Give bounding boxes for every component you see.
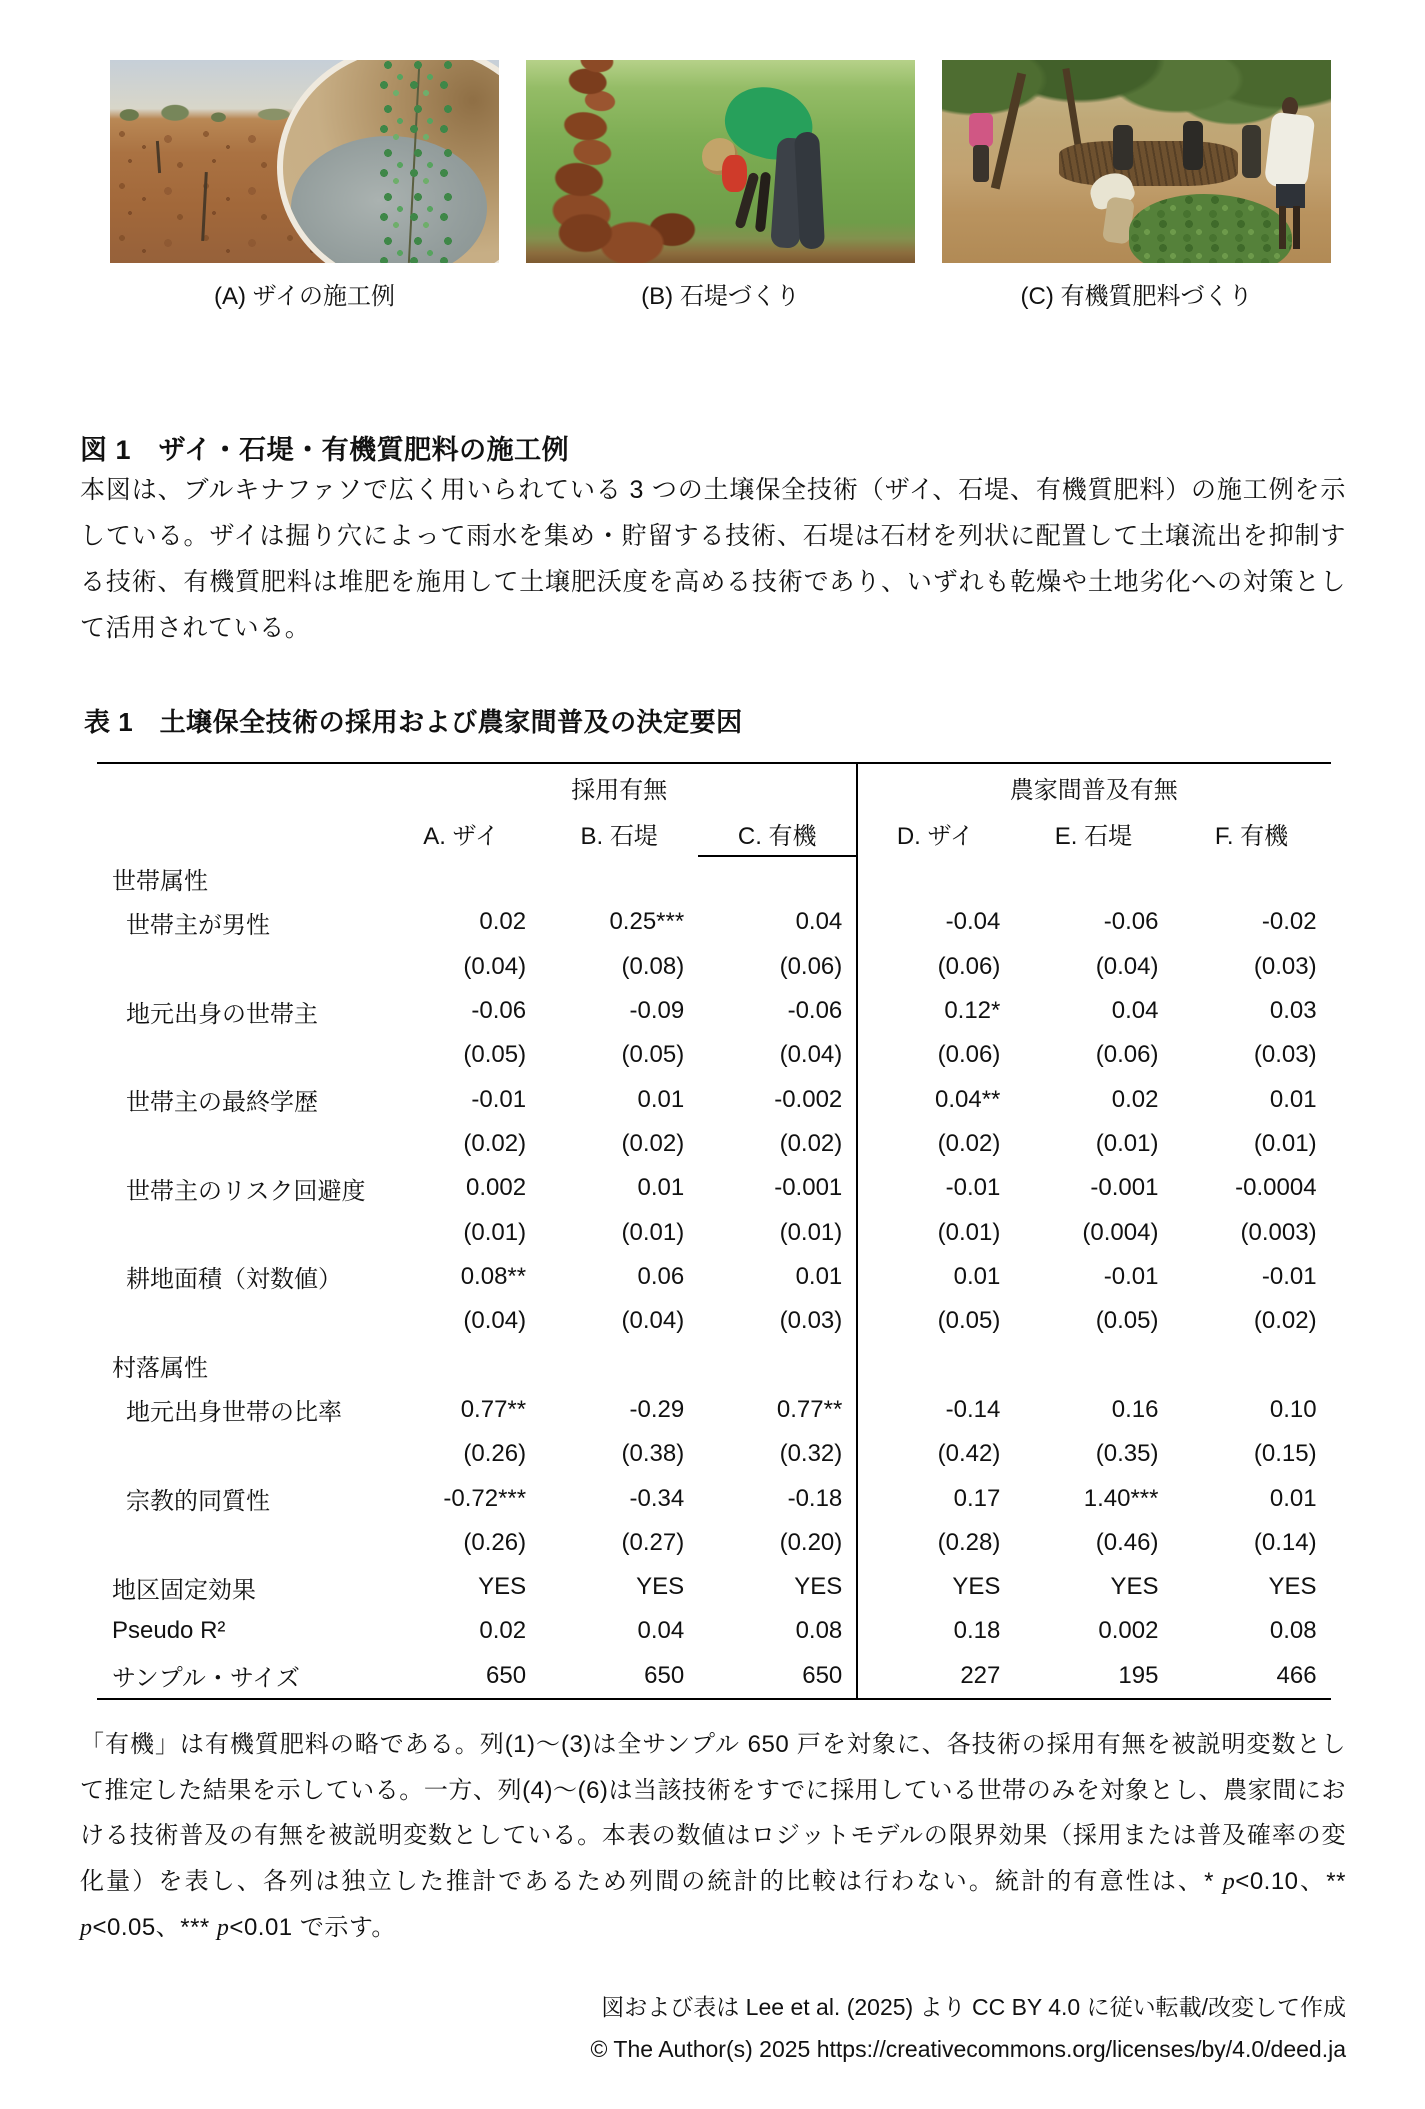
- attribution-footer: [80, 1986, 1346, 2070]
- table-cell: (0.26): [463, 1440, 527, 1468]
- col-header-f-organic: F. 有機: [1214, 822, 1289, 850]
- table-cell: 0.08**: [460, 1262, 527, 1290]
- table-cell: 227: [960, 1661, 1001, 1689]
- table-cell: (0.27): [621, 1528, 685, 1556]
- table-row: [97, 1432, 1331, 1476]
- worker-leg: [1279, 206, 1286, 249]
- table-row: [97, 1654, 1331, 1698]
- table-cell: 0.02: [479, 908, 527, 936]
- row-label: 村落属性: [112, 1355, 208, 1383]
- table-cell: YES: [952, 1573, 1001, 1601]
- table-cell: (0.01): [937, 1218, 1001, 1246]
- table-cell: (0.05): [937, 1307, 1001, 1335]
- table-cell: (0.06): [937, 952, 1001, 980]
- table-cell: 0.04: [637, 1617, 685, 1645]
- table-row: [97, 1299, 1331, 1343]
- table-row: [97, 1255, 1331, 1299]
- p-symbol: p: [1222, 1868, 1236, 1895]
- table-row: [97, 945, 1331, 989]
- table-row: [97, 1388, 1331, 1432]
- table-cell: YES: [794, 1573, 843, 1601]
- table-cell: 0.12*: [944, 997, 1001, 1025]
- table-cell: 1.40***: [1083, 1484, 1159, 1512]
- table-cell: 0.04: [795, 908, 843, 936]
- table-cell: 0.08: [795, 1617, 843, 1645]
- table-cell: (0.26): [463, 1528, 527, 1556]
- table-cell: -0.001: [1090, 1174, 1159, 1202]
- table-cell: (0.03): [779, 1307, 843, 1335]
- table-row: [97, 1521, 1331, 1565]
- table-cell: (0.04): [463, 952, 527, 980]
- table-cell: 0.17: [953, 1484, 1001, 1512]
- row-label: 宗教的同質性: [126, 1488, 270, 1516]
- table-cell: (0.35): [1095, 1440, 1159, 1468]
- table-row: [97, 1343, 1331, 1387]
- large-stones: [542, 202, 698, 263]
- table-cell: 195: [1118, 1661, 1159, 1689]
- col-header-e-stone: E. 石堤: [1054, 822, 1133, 850]
- zai-photo: [110, 60, 499, 263]
- farmer-figure: [689, 88, 852, 254]
- table-cell: 0.01: [795, 1262, 843, 1290]
- table-cell: 0.25***: [609, 908, 685, 936]
- table-cell: 0.10: [1269, 1395, 1317, 1423]
- table-cell: (0.03): [1253, 952, 1317, 980]
- row-label: 世帯主が男性: [126, 911, 270, 939]
- table-cell: 0.002: [1098, 1617, 1159, 1645]
- results-table: [97, 762, 1331, 1700]
- table-cell: (0.14): [1253, 1528, 1317, 1556]
- compost-photo: [942, 60, 1331, 263]
- table-cell: -0.04: [945, 908, 1001, 936]
- row-label: 世帯主のリスク回避度: [126, 1177, 366, 1205]
- table-cell: (0.46): [1095, 1528, 1159, 1556]
- group-header-diffusion: 農家間普及有無: [1009, 776, 1178, 804]
- table-cell: 0.16: [1111, 1395, 1159, 1423]
- col-header-d-zai: D. ザイ: [896, 822, 974, 850]
- row-label: Pseudo R²: [112, 1617, 226, 1645]
- table-cell: (0.05): [621, 1041, 685, 1069]
- table-cell: (0.01): [621, 1218, 685, 1246]
- table-cell: 0.01: [953, 1262, 1001, 1290]
- table-cell: -0.29: [629, 1395, 685, 1423]
- table-cell: (0.04): [621, 1307, 685, 1335]
- table-cell: -0.01: [1261, 1262, 1317, 1290]
- table-cell: (0.06): [937, 1041, 1001, 1069]
- table-cell: -0.002: [774, 1085, 843, 1113]
- notes-text: <0.05、***: [92, 1914, 217, 1941]
- row-label: 耕地面積（対数値）: [126, 1266, 342, 1294]
- notes-text: <0.01 で示す。: [229, 1914, 396, 1941]
- table-cell: 650: [644, 1661, 685, 1689]
- table-cell: -0.14: [945, 1395, 1001, 1423]
- table-cell: 0.08: [1269, 1617, 1317, 1645]
- table-cell: 0.02: [479, 1617, 527, 1645]
- table-cell: 0.18: [953, 1617, 1001, 1645]
- table-cell: (0.02): [1253, 1307, 1317, 1335]
- col-header-a-zai: A. ザイ: [423, 822, 499, 850]
- photo-caption-a: (A) ザイの施工例: [214, 283, 395, 310]
- notes-text: 「有機」は有機質肥料の略である。列(1)～(3)は全サンプル 650 戸を対象に、各技術の採用有無を被説明変数として推定した結果を示している。一方、列(4)～(6)は当該技術をすでに採用している世帯のみを対象とし、農家間における技術普及の有無を被説明変数としている。本表の数値はロジットモデルの限界効果（採用または普及確率の変化量）を表し、各列は独立した推計であるため列間の統計的比較は行わない。統計的有意性は、*: [80, 1731, 1346, 1895]
- table-cell: 0.02: [1111, 1085, 1159, 1113]
- worker-shorts: [1276, 184, 1305, 207]
- table-cell: (0.32): [779, 1440, 843, 1468]
- worker-figure: [1242, 125, 1261, 178]
- table-cell: 0.06: [637, 1262, 685, 1290]
- table-cell: (0.05): [463, 1041, 527, 1069]
- table-notes: [80, 1722, 1346, 1952]
- figure-description: 本図は、ブルキナファソで広く用いられている 3 つの土壌保全技術（ザイ、石堤、有機質肥料）の施工例を示している。ザイは掘り穴によって雨水を集め・貯留する技術、石堤は石材を列状に配置して土壌流出を抑制する技術、有機質肥料は堆肥を施用して土壌肥沃度を高める技術であり、いずれも乾燥や土地劣化への対策として活用されている。: [80, 476, 1346, 642]
- zai-pit-inset: [277, 60, 499, 263]
- table-cell: 0.002: [466, 1174, 527, 1202]
- table-cell: 0.77**: [776, 1395, 843, 1423]
- table-row: [97, 1609, 1331, 1653]
- table-cell: 0.04**: [934, 1085, 1001, 1113]
- table-cell: -0.09: [629, 997, 685, 1025]
- twig-pile: [1059, 141, 1238, 186]
- table-cell: (0.20): [779, 1528, 843, 1556]
- table-cell: (0.05): [1095, 1307, 1159, 1335]
- table-group-header-row: [97, 764, 1331, 810]
- table-cell: -0.01: [471, 1085, 527, 1113]
- table-cell: -0.06: [1103, 908, 1159, 936]
- worker-white-shirt: [1264, 111, 1316, 190]
- table-cell: 0.01: [1269, 1085, 1317, 1113]
- row-label: 地元出身世帯の比率: [126, 1399, 342, 1427]
- table-cell: 0.77**: [460, 1395, 527, 1423]
- table-cell: (0.01): [463, 1218, 527, 1246]
- table-cell: (0.04): [463, 1307, 527, 1335]
- table-cell: (0.04): [779, 1041, 843, 1069]
- worker-figure: [1113, 125, 1132, 170]
- table-row: [97, 1476, 1331, 1520]
- table-cell: -0.18: [787, 1484, 843, 1512]
- table-row: [97, 989, 1331, 1033]
- table-cell: 0.03: [1269, 997, 1317, 1025]
- table-cell: 0.01: [1269, 1484, 1317, 1512]
- license-line: © The Author(s) 2025 https://creativecommons.org/licenses/by/4.0/deed.ja: [590, 2036, 1346, 2062]
- table-cell: (0.02): [621, 1130, 685, 1158]
- table-cell: (0.06): [1095, 1041, 1159, 1069]
- table-cell: -0.06: [471, 997, 527, 1025]
- photo-caption-b: (B) 石堤づくり: [641, 283, 800, 310]
- table-cell: 0.01: [637, 1174, 685, 1202]
- notes-text: <0.10、**: [1235, 1867, 1346, 1895]
- row-label: 世帯主の最終学歴: [126, 1089, 318, 1117]
- row-label: 地区固定効果: [112, 1576, 256, 1604]
- group-header-adoption: 採用有無: [571, 776, 668, 804]
- table-cell: -0.02: [1261, 908, 1317, 936]
- table-row: [97, 1565, 1331, 1609]
- table-cell: (0.28): [937, 1528, 1001, 1556]
- attribution-line: 図および表は Lee et al. (2025) より CC BY 4.0 に従い転載/改変して作成: [601, 1994, 1346, 2020]
- worker-figure-white: [1265, 97, 1316, 251]
- figure-title: 図 1 ザイ・石堤・有機質肥料の施工例: [80, 435, 570, 465]
- table-row: [97, 1211, 1331, 1255]
- table-row: [97, 856, 1331, 900]
- table-cell: (0.38): [621, 1440, 685, 1468]
- worker-leg: [1293, 206, 1300, 249]
- table-cell: YES: [1110, 1573, 1159, 1601]
- table-cell: 0.01: [637, 1085, 685, 1113]
- table-cell: 650: [802, 1661, 843, 1689]
- row-label: 世帯属性: [112, 867, 208, 895]
- table-cell: -0.0004: [1235, 1174, 1317, 1202]
- table-row: [97, 1033, 1331, 1077]
- table-cell: -0.34: [629, 1484, 685, 1512]
- table-cell: (0.08): [621, 952, 685, 980]
- table-cell: YES: [1268, 1573, 1317, 1601]
- table-column-header-row: [97, 810, 1331, 856]
- table-cell: (0.04): [1095, 952, 1159, 980]
- table-cell: -0.72***: [443, 1484, 527, 1512]
- worker-figure: [1183, 121, 1202, 170]
- table-cell: (0.003): [1240, 1218, 1317, 1246]
- p-symbol: p: [216, 1915, 230, 1941]
- table-cell: (0.02): [463, 1130, 527, 1158]
- table-title: 表 1 土壌保全技術の採用および農家間普及の決定要因: [84, 707, 743, 737]
- table-cell: (0.02): [779, 1130, 843, 1158]
- sapling-leaves: [378, 60, 452, 263]
- table-cell: (0.01): [1253, 1130, 1317, 1158]
- table-cell: (0.02): [937, 1130, 1001, 1158]
- p-symbol: p: [80, 1915, 93, 1941]
- table-cell: (0.004): [1082, 1218, 1159, 1246]
- table-cell: (0.01): [1095, 1130, 1159, 1158]
- row-label: サンプル・サイズ: [112, 1665, 300, 1693]
- table-cell: 650: [486, 1661, 527, 1689]
- farmer-leg: [794, 131, 825, 249]
- table-cell: (0.42): [937, 1440, 1001, 1468]
- col-header-b-stone: B. 石堤: [580, 822, 658, 850]
- table-body: [97, 856, 1331, 1698]
- table-cell: YES: [636, 1573, 685, 1601]
- table-row: [97, 900, 1331, 944]
- table-cell: 466: [1276, 1661, 1317, 1689]
- table-cell: (0.06): [779, 952, 843, 980]
- table-cell: -0.06: [787, 997, 843, 1025]
- photo-caption-c: (C) 有機質肥料づくり: [1020, 283, 1253, 310]
- table-cell: 0.04: [1111, 997, 1159, 1025]
- photo-captions: [110, 276, 1331, 311]
- table-cell: (0.01): [779, 1218, 843, 1246]
- worker-figure-pink-legs: [973, 145, 989, 182]
- farmer-sleeve: [722, 155, 747, 192]
- table-row: [97, 1166, 1331, 1210]
- worker-figure-pink: [969, 113, 992, 148]
- stone-bund-photo: [526, 60, 915, 263]
- row-label: 地元出身の世帯主: [126, 1000, 318, 1028]
- table-cell: YES: [478, 1573, 527, 1601]
- table-cell: -0.01: [1103, 1262, 1159, 1290]
- col-header-c-organic: C. 有機: [737, 822, 817, 850]
- table-cell: (0.03): [1253, 1041, 1317, 1069]
- table-cell: (0.15): [1253, 1440, 1317, 1468]
- figure-photo-row: [110, 60, 1331, 263]
- table-row: [97, 1122, 1331, 1166]
- table-row: [97, 1078, 1331, 1122]
- table-cell: -0.001: [774, 1174, 843, 1202]
- table-cell: -0.01: [945, 1174, 1001, 1202]
